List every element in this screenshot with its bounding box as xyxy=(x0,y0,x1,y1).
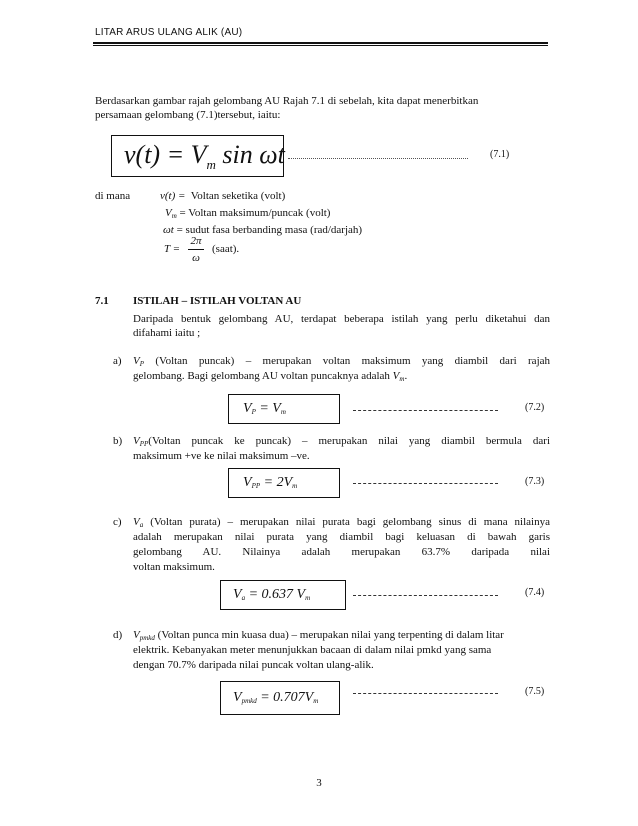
equation-number-7-2: (7.2) xyxy=(525,402,545,413)
item-b-line-1: $V_{PP}(Voltan$ puncak ke puncak) – merupakan nilai yang diambil bermula dari xyxy=(133,435,550,448)
equation-7-4-box xyxy=(220,580,346,610)
equation-7-4-leader xyxy=(353,595,498,596)
intro-paragraph xyxy=(95,94,550,122)
equation-7-3: $V_{PP} = 2V_m$ xyxy=(243,475,298,490)
item-c-marker: c) xyxy=(113,516,122,528)
definitions-label: di mana xyxy=(95,190,131,202)
running-header: LITAR ARUS ULANG ALIK (AU) xyxy=(95,27,243,38)
definition-v-t: v(t) = Voltan seketika (volt) xyxy=(160,190,286,202)
equation-7-1: $v(t) = V_m$ sin ωt xyxy=(124,140,285,172)
item-d-marker: d) xyxy=(113,629,123,641)
item-c-line-3: gelombang AU. Nilainya adalah merupakan 63.7% daripada nilai xyxy=(133,546,550,558)
equation-7-2-leader xyxy=(353,410,498,411)
definition-vm: $V_m = Voltan$ maksimum/puncak (volt) xyxy=(165,207,331,220)
item-c-line-1: $V_a$ (Voltan purata) – merupakan nilai purata bagi gelombang sinus di mana nilainya xyxy=(133,516,550,529)
equation-7-3-box xyxy=(228,468,340,498)
equation-number-7-4: (7.4) xyxy=(525,587,545,598)
item-d-line-1: $V_{pmkd}$ (Voltan punca min kuasa dua) – merupakan nilai yang terpenting di dalam litar xyxy=(133,629,504,642)
period-numerator: 2π xyxy=(190,235,202,247)
period-denominator: ω xyxy=(192,252,200,264)
intro-line-2: persamaan gelombang (7.1)tersebut, iaitu: xyxy=(95,109,281,121)
header-rule xyxy=(93,42,548,44)
section-number: 7.1 xyxy=(95,295,109,307)
item-d-line-3: dengan 70.7% daripada nilai puncak voltan ulang-alik. xyxy=(133,659,374,671)
equation-number-7-5: (7.5) xyxy=(525,686,545,697)
item-b-marker: b) xyxy=(113,435,123,447)
item-a-marker: a) xyxy=(113,355,122,367)
equation-7-1-box xyxy=(111,135,284,177)
equation-number-7-3: (7.3) xyxy=(525,476,545,487)
item-b-line-2: maksimum +ve ke nilai maksimum –ve. xyxy=(133,450,310,462)
item-d-line-2: elektrik. Kebanyakan meter menunjukkan bacaan di dalam nilai pmkd yang sama xyxy=(133,644,492,656)
equation-7-5: $V_{pmkd} = 0.707V_m$ xyxy=(233,690,319,705)
header-rule-thin xyxy=(93,45,548,46)
equation-7-2: $V_P = V_m$ xyxy=(243,401,286,416)
equation-7-4: $V_a = 0.637$ $V_m$ xyxy=(233,587,311,602)
fraction-bar xyxy=(188,249,204,250)
section-desc-line-2: difahami iaitu ; xyxy=(133,327,201,339)
equation-7-2-box xyxy=(228,394,340,424)
equation-7-5-leader xyxy=(353,693,498,694)
equation-number-7-1: (7.1) xyxy=(490,149,510,160)
equation-7-5-box xyxy=(220,681,340,715)
definition-wt: ωt = sudut fasa berbanding masa (rad/darjah) xyxy=(163,224,363,236)
equation-7-3-leader xyxy=(353,483,498,484)
item-c-line-2: adalah merupakan nilai purata yang diambil bagi keluasan di bawah garis xyxy=(133,531,550,543)
item-a-line-2: gelombang. Bagi gelombang AU voltan puncaknya adalah $V_m$. xyxy=(133,370,408,383)
item-c-line-4: voltan maksimum. xyxy=(133,561,215,573)
period-unit: (saat). xyxy=(212,243,240,255)
equation-leader xyxy=(288,158,468,159)
intro-line-1: Berdasarkan gambar rajah gelombang AU Rajah 7.1 di sebelah, kita dapat menerbitkan xyxy=(95,95,479,107)
page-number: 3 xyxy=(316,777,322,789)
section-title: ISTILAH – ISTILAH VOLTAN AU xyxy=(133,295,302,307)
section-desc-line-1: Daripada bentuk gelombang AU, terdapat beberapa istilah yang perlu diketahui dan xyxy=(133,313,550,325)
definition-period: T = xyxy=(164,243,181,255)
item-a-line-1: $V_P$ (Voltan puncak) – merupakan voltan maksimum yang diambil dari rajah xyxy=(133,355,551,368)
